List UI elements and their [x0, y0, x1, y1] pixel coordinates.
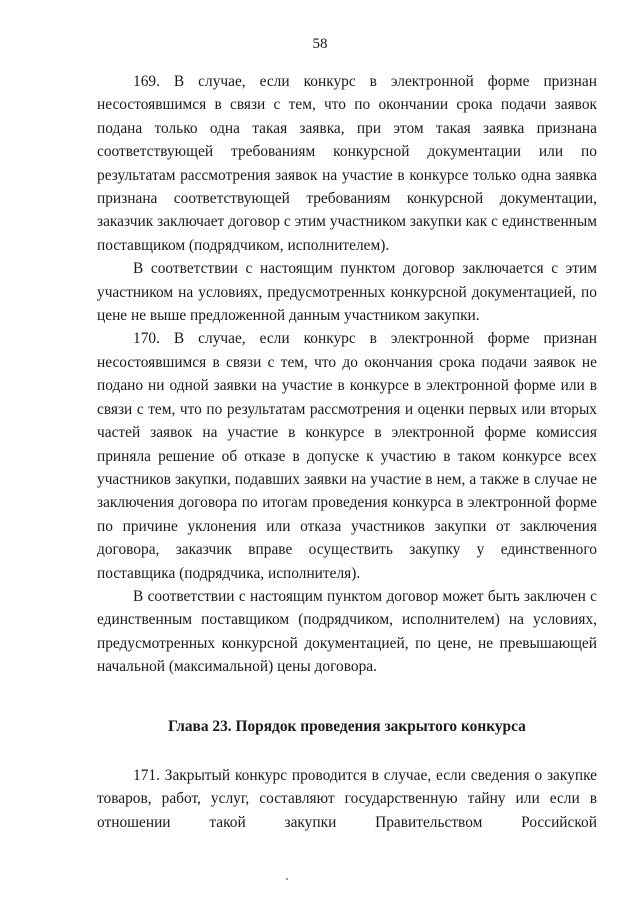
page-number: 58 [312, 36, 328, 52]
chapter-heading: Глава 23. Порядок проведения закрытого конкурса [168, 717, 526, 735]
scan-artifact [286, 878, 288, 880]
document-body [97, 70, 597, 834]
paragraph-171: 171. Закрытый конкурс проводится в случае, если сведения о закупке товаров, работ, услуг, составляют государственную тайну или если в отношении такой закупки Правительством Российской [97, 766, 597, 831]
paragraph-169: 169. В случае, если конкурс в электронной форме признан несостоявшимся в связи с тем, что по окончании срока подачи заявок подана только одна такая заявка, при этом такая заявка признана соответствующей требованиям конкурсной документации или по результатам рассмотрения заявок на участие в конкурсе только одна заявка признана соответствующей требованиям конкурсной документации, заказчик заключает договор с этим участником закупки как с единственным поставщиком (подрядчиком, исполнителем). [97, 73, 597, 254]
paragraph-170: 170. В случае, если конкурс в электронной форме признан несостоявшимся в связи с тем, что до окончания срока подачи заявок не подано ни одной заявки на участие в конкурсе в электронной форме или в связи с тем, что по результатам рассмотрения и оценки первых или вторых частей заявок на участие в конкурсе в электронной форме комиссия приняла решение об отказе в допуске к участию в таком конкурсе всех участников закупки, подавших заявки на участие в нем, а также в случае не заключения договора по итогам проведения конкурса в электронной форме по причине уклонения или отказа участников закупки от заключения договора, заказчик вправе осуществить закупку у единственного поставщика (подрядчика, исполнителя). [97, 330, 597, 582]
paragraph-169-contract-terms: В соответствии с настоящим пунктом договор заключается с этим участником на условиях, предусмотренных конкурсной документацией, по цене не выше предложенной данным участником закупки. [97, 260, 597, 325]
paragraph-170-contract-terms: В соответствии с настоящим пунктом договор может быть заключен с единственным поставщиком (подрядчиком, исполнителем) на условиях, предусмотренных конкурсной документацией, по цене, не превышающей начальной (максимальной) цены договора. [97, 587, 597, 676]
